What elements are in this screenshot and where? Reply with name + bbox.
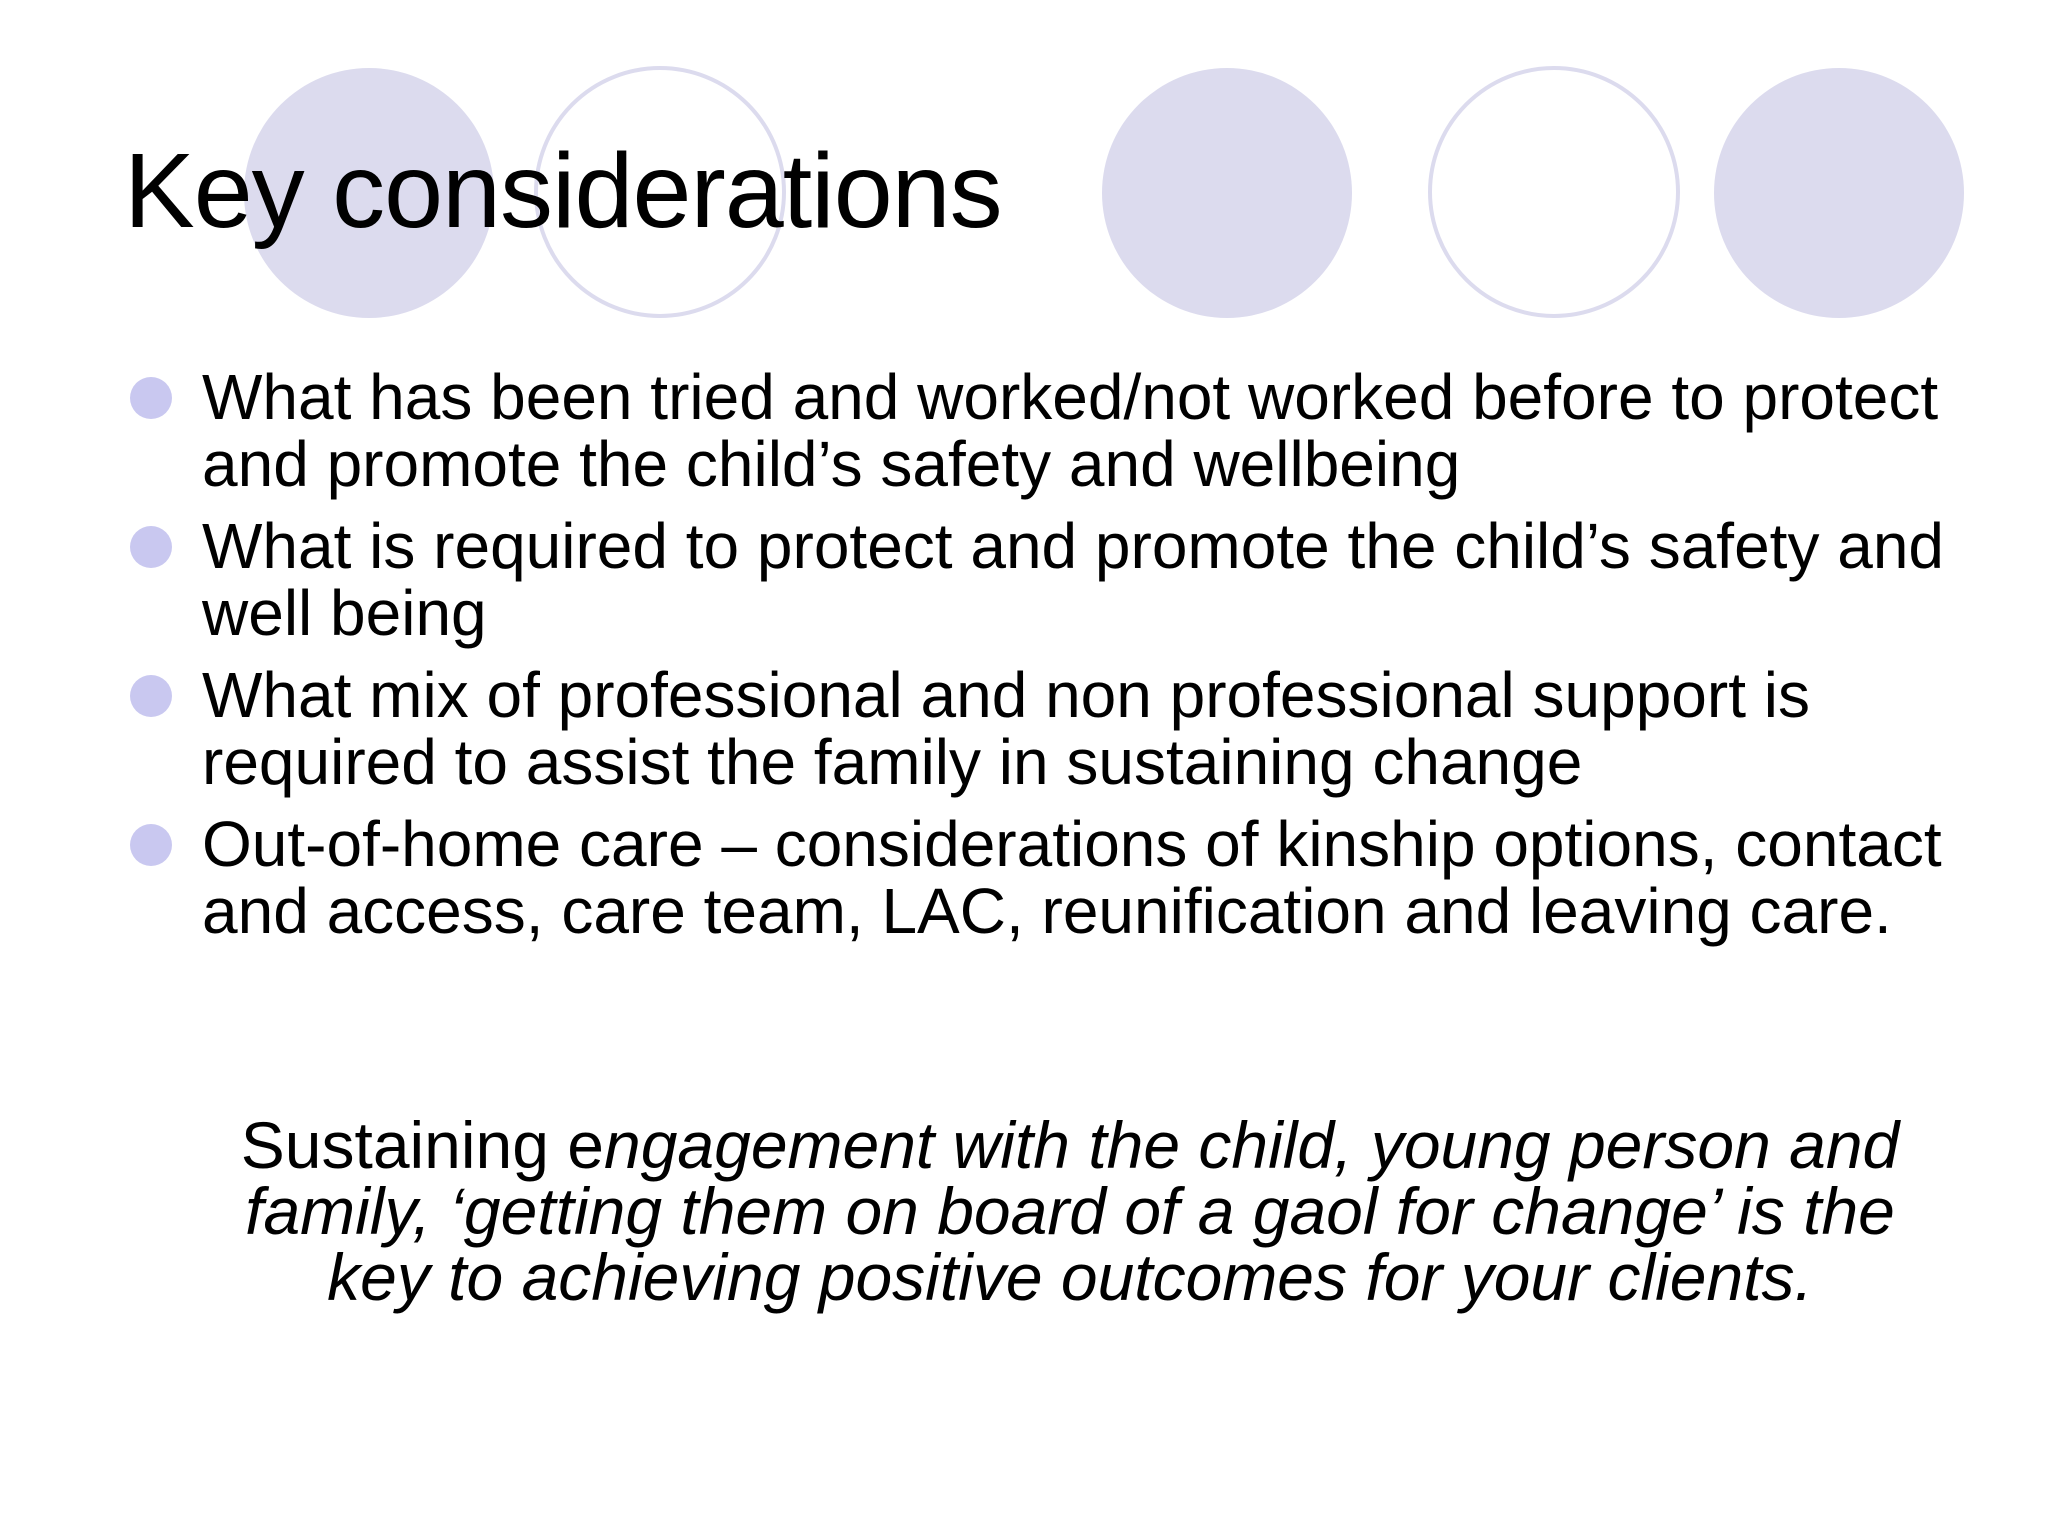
decorative-circle: [1102, 68, 1352, 318]
slide-title: Key considerations: [124, 132, 1002, 250]
bullet-list: [0, 361, 2048, 960]
bullet-dot-icon: [130, 675, 172, 717]
bullet-dot-icon: [130, 526, 172, 568]
bullet-item: [0, 808, 2002, 947]
closing-statement: [190, 1108, 1950, 1314]
decorative-circle: [1714, 68, 1964, 318]
bullet-dot-icon: [130, 377, 172, 419]
bullet-text: What has been tried and worked/not worked before to protect and promote the child’s safety and wellbeing: [202, 361, 1939, 500]
bullet-item: [0, 361, 2002, 500]
bullet-text: Out-of-home care – considerations of kinship options, contact and access, care team, LAC, reunification and leaving care.: [202, 808, 1942, 947]
bullet-text: What mix of professional and non professional support is required to assist the family in sustaining change: [202, 659, 1810, 798]
bullet-dot-icon: [130, 824, 172, 866]
closing-plain-text: Sustaining e: [240, 1108, 605, 1182]
bullet-item: [0, 659, 2002, 798]
decorative-ring: [1428, 66, 1680, 318]
closing-italic-text: ngagement with the child, young person and family, ‘getting them on board of a gaol for change’ is the key to achieving positive outcomes for your clients.: [245, 1108, 1900, 1314]
bullet-text: What is required to protect and promote the child’s safety and well being: [202, 510, 1944, 649]
bullet-item: [0, 510, 2002, 649]
